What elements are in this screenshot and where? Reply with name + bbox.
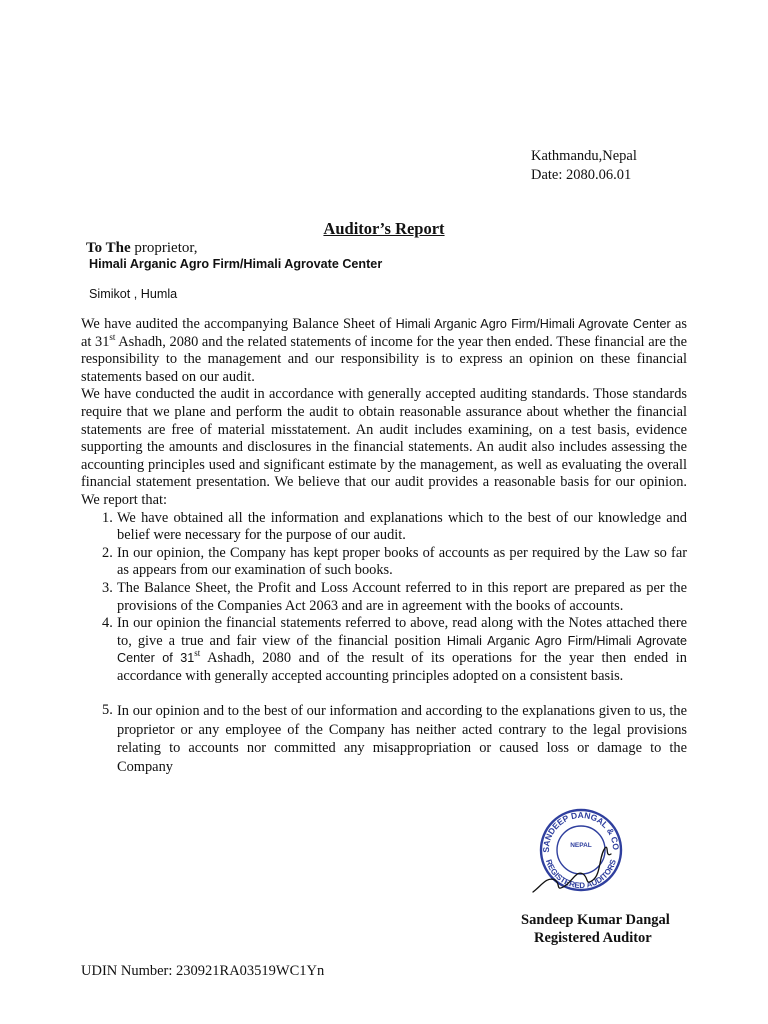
signer-role: Registered Auditor — [534, 930, 652, 946]
place: Kathmandu,Nepal — [531, 148, 637, 164]
paragraph-intro: We have audited the accompanying Balance Sheet of Himali Arganic Agro Firm/Himali Agrovate Center as at 31st Ashadh, 2080 and the related statements of income for the year then ended. These financial are the responsibility to the management and our responsibility is to express an opinion on these financial statements based on our audit. — [81, 316, 687, 385]
paragraph-scope: We have conducted the audit in accordance with generally accepted auditing standards. Those standards require that we plane and perform the audit to obtain reasonable assurance about whether the financial statements are free of material misstatement. An audit includes examining, on a test basis, evidence supporting the amounts and disclosures in the financial statements. An audit also includes assessing the accounting principles used and significant estimate by the management, as well as evaluating the overall financial statement presentation. We believe that our audit provides a reasonable basis for our opinion. We report that: — [81, 386, 687, 508]
stamp-center-text: NEPAL — [570, 842, 592, 849]
recipient-role: proprietor, — [130, 240, 198, 256]
place-date-block — [531, 147, 637, 185]
firm-name-inline: Himali Arganic Agro Firm/Himali Agrovate Center — [395, 317, 671, 331]
udin-number: UDIN Number: 230921RA03519WC1Yn — [81, 963, 325, 979]
signer-name: Sandeep Kumar Dangal — [521, 912, 670, 928]
stamp-bottom-text: REGISTERED AUDITORS — [544, 858, 618, 891]
list-item: 2. In our opinion, the Company has kept proper books of accounts as per required by the Law so far as appears from our examination of such books. — [102, 544, 687, 579]
report-points-list — [81, 510, 687, 777]
report-title — [0, 219, 768, 239]
auditor-stamp-seal — [525, 800, 635, 900]
stamp-top-text: SANDEEP DANGAL & CO — [540, 809, 622, 853]
recipient-firm: Himali Arganic Agro Firm/Himali Agrovate Center — [89, 257, 383, 271]
list-item: 4. In our opinion the financial statements referred to above, read along with the Notes attached there to, give a true and fair view of the financial position Himali Arganic Agro Firm/Himali Agrovate Center of 31st Ashadh, 2080 and of the result of its operations for the year then ended in accordance with generally accepted accounting principles adopted on a consistent basis. — [102, 615, 688, 684]
report-title-text: Auditor’s Report — [323, 219, 445, 238]
report-date: Date: 2080.06.01 — [531, 167, 632, 183]
signer-block — [521, 911, 670, 947]
list-item: 5. In our opinion and to the best of our information and according to the explanations given to us, the proprietor or any employee of the Company has neither acted contrary to the legal provisions relating to accounts nor committed any misappropriation or caused loss or damage to the Company — [102, 702, 687, 775]
recipient-address: Simikot , Humla — [89, 287, 178, 301]
list-item: 3. The Balance Sheet, the Profit and Loss Account referred to in this report are prepared as per the provisions of the Companies Act 2063 and are in agreement with the books of accounts. — [102, 579, 687, 614]
recipient-line — [86, 240, 198, 257]
report-body — [81, 316, 687, 776]
firm-name-inline: Himali Arganic Agro Firm/Himali Agrovate Center of 31 — [117, 633, 688, 666]
to-the-label: To The — [86, 240, 131, 256]
list-item: 1. We have obtained all the information and explanations which to the best of our knowledge and belief were necessary for the purpose of our audit. — [102, 509, 687, 544]
